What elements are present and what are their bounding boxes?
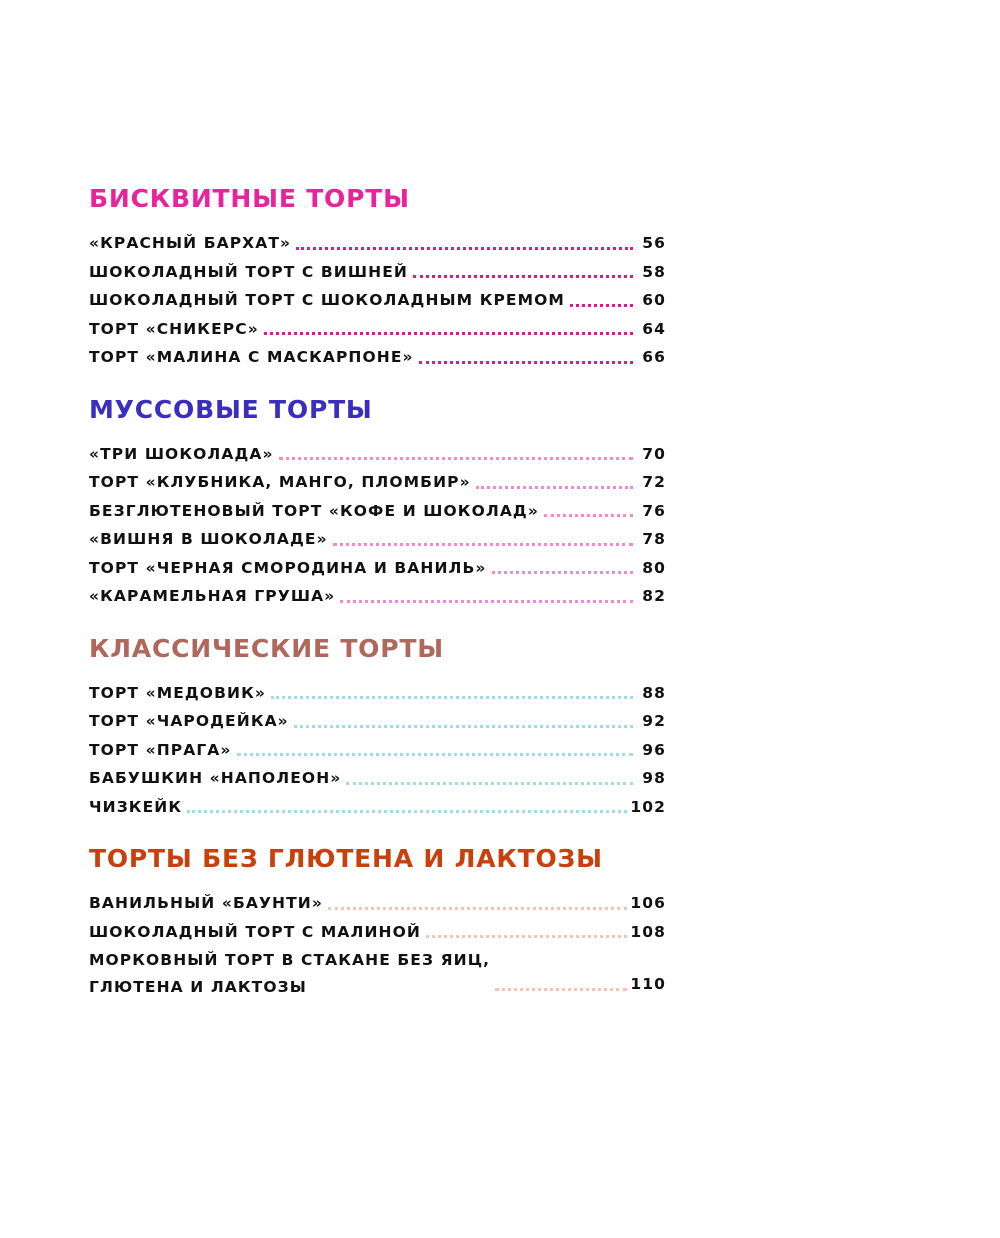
dot-leader [476, 486, 633, 489]
page-number: 102 [630, 797, 666, 816]
page-number: 70 [642, 444, 666, 463]
entry-title: БАБУШКИН «НАПОЛЕОН» [89, 769, 342, 787]
page-number: 98 [642, 769, 666, 787]
entry-title: ТОРТ «МЕДОВИК» [89, 683, 266, 702]
dot-leader [279, 457, 633, 460]
section-title: МУССОВЫЕ ТОРТЫ [89, 394, 373, 424]
page-number: 76 [642, 501, 666, 520]
dot-leader [544, 514, 633, 517]
toc-entry[interactable] [89, 497, 666, 526]
dot-leader [237, 753, 633, 756]
entry-title: «КАРАМЕЛЬНАЯ ГРУША» [89, 587, 336, 605]
entry-title: ТОРТ «СНИКЕРС» [89, 319, 259, 338]
entry-title: «ВИШНЯ В ШОКОЛАДЕ» [89, 530, 328, 548]
toc-entry[interactable] [89, 525, 666, 554]
toc-entry[interactable] [89, 946, 666, 999]
page-number: 82 [642, 587, 666, 605]
page-number: 108 [630, 922, 666, 941]
toc-entry[interactable] [89, 286, 666, 315]
dot-leader [495, 988, 627, 991]
page-number: 92 [642, 712, 666, 730]
entry-title: ТОРТ «МАЛИНА С МАСКАРПОНЕ» [89, 348, 414, 366]
entry-title: ВАНИЛЬНЫЙ «БАУНТИ» [89, 894, 323, 912]
toc-section-gluten-lactose-free-cakes [89, 842, 666, 999]
section-title: БИСКВИТНЫЕ ТОРТЫ [89, 184, 410, 213]
entry-title [89, 946, 490, 999]
entry-title-line: ГЛЮТЕНА И ЛАКТОЗЫ [89, 977, 307, 996]
page-number: 88 [642, 683, 666, 702]
dot-leader [333, 543, 633, 546]
page-number: 64 [642, 319, 666, 338]
table-of-contents [89, 182, 666, 1020]
entry-title: ЧИЗКЕЙК [89, 797, 183, 816]
toc-section-sponge-cakes [89, 182, 666, 372]
page-number: 72 [642, 473, 666, 491]
page-number: 80 [642, 558, 666, 577]
entry-title: ШОКОЛАДНЫЙ ТОРТ С ШОКОЛАДНЫМ КРЕМОМ [89, 291, 565, 309]
toc-entry[interactable] [89, 889, 666, 918]
toc-entry[interactable] [89, 679, 666, 708]
section-title: ТОРТЫ БЕЗ ГЛЮТЕНА И ЛАКТОЗЫ [89, 844, 603, 873]
toc-entry[interactable] [89, 468, 666, 497]
toc-entry[interactable] [89, 918, 666, 947]
section-title: КЛАССИЧЕСКИЕ ТОРТЫ [89, 633, 444, 663]
dot-leader [419, 361, 633, 364]
entry-list [89, 679, 666, 822]
toc-section-mousse-cakes [89, 393, 666, 611]
dot-leader [187, 810, 627, 813]
entry-title: «КРАСНЫЙ БАРХАТ» [89, 234, 292, 252]
page-number: 56 [642, 234, 666, 252]
entry-list [89, 440, 666, 611]
entry-list [89, 229, 666, 372]
page-number: 78 [642, 530, 666, 548]
dot-leader [413, 275, 633, 278]
page-number: 110 [630, 975, 666, 993]
entry-title: ШОКОЛАДНЫЙ ТОРТ С МАЛИНОЙ [89, 922, 421, 941]
dot-leader [264, 332, 633, 335]
entry-title: «ТРИ ШОКОЛАДА» [89, 444, 274, 463]
entry-title: ТОРТ «ЧАРОДЕЙКА» [89, 712, 289, 730]
entry-title: ТОРТ «ЧЕРНАЯ СМОРОДИНА И ВАНИЛЬ» [89, 558, 487, 577]
toc-entry[interactable] [89, 258, 666, 287]
dot-leader [294, 725, 633, 728]
page-number: 66 [642, 348, 666, 366]
dot-leader [328, 907, 627, 910]
toc-entry[interactable] [89, 793, 666, 822]
toc-section-classic-cakes [89, 632, 666, 822]
entry-title: ТОРТ «ПРАГА» [89, 740, 232, 759]
toc-entry[interactable] [89, 343, 666, 372]
entry-title: ШОКОЛАДНЫЙ ТОРТ С ВИШНЕЙ [89, 262, 408, 281]
toc-entry[interactable] [89, 440, 666, 469]
dot-leader [340, 600, 633, 603]
dot-leader [296, 247, 633, 250]
dot-leader [426, 935, 627, 938]
toc-entry[interactable] [89, 707, 666, 736]
page-number: 96 [642, 740, 666, 759]
entry-title-line: МОРКОВНЫЙ ТОРТ В СТАКАНЕ БЕЗ ЯИЦ, [89, 951, 491, 969]
dot-leader [346, 782, 633, 785]
toc-entry[interactable] [89, 554, 666, 583]
toc-entry[interactable] [89, 582, 666, 611]
page-number: 60 [642, 291, 666, 309]
page-number: 58 [642, 262, 666, 281]
dot-leader [271, 696, 633, 699]
toc-entry[interactable] [89, 764, 666, 793]
entry-title: БЕЗГЛЮТЕНОВЫЙ ТОРТ «КОФЕ И ШОКОЛАД» [89, 501, 539, 520]
toc-entry[interactable] [89, 229, 666, 258]
toc-entry[interactable] [89, 736, 666, 765]
dot-leader [570, 304, 633, 307]
page-number: 106 [630, 894, 666, 912]
dot-leader [492, 571, 633, 574]
entry-title: ТОРТ «КЛУБНИКА, МАНГО, ПЛОМБИР» [89, 473, 471, 491]
entry-list [89, 889, 666, 999]
toc-entry[interactable] [89, 315, 666, 344]
